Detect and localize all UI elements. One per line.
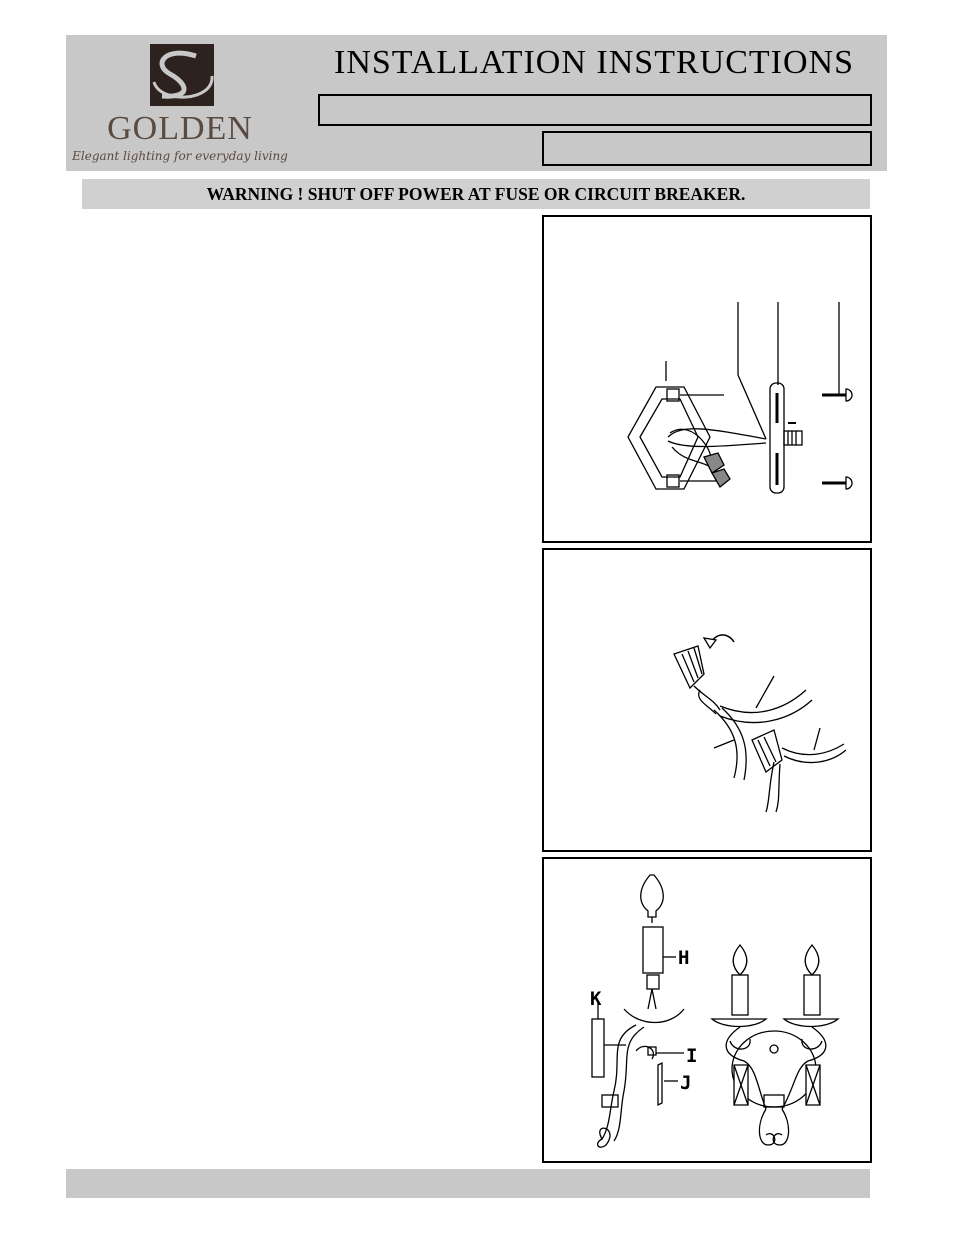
model-number-field (542, 131, 872, 166)
golden-logo (72, 42, 288, 170)
label-i: I (686, 1045, 698, 1067)
logo-brand-text: GOLDEN (107, 110, 253, 147)
mounting-diagram (544, 217, 870, 541)
logo-tagline: Elegant lighting for everyday living (72, 149, 288, 163)
assembly-diagram (544, 859, 870, 1161)
figure-fixture-assembly (542, 857, 872, 1163)
page-title: INSTALLATION INSTRUCTIONS (334, 44, 854, 81)
footer-band (66, 1169, 870, 1198)
figure-mounting-bracket (542, 215, 872, 543)
figure-wire-connection (542, 548, 872, 852)
warning-banner: WARNING ! SHUT OFF POWER AT FUSE OR CIRCUIT BREAKER. (82, 179, 870, 209)
model-name-field (318, 94, 872, 126)
label-j: J (680, 1072, 692, 1094)
label-h: H (678, 947, 690, 969)
label-k: K (590, 988, 602, 1010)
wiring-diagram (544, 550, 870, 850)
